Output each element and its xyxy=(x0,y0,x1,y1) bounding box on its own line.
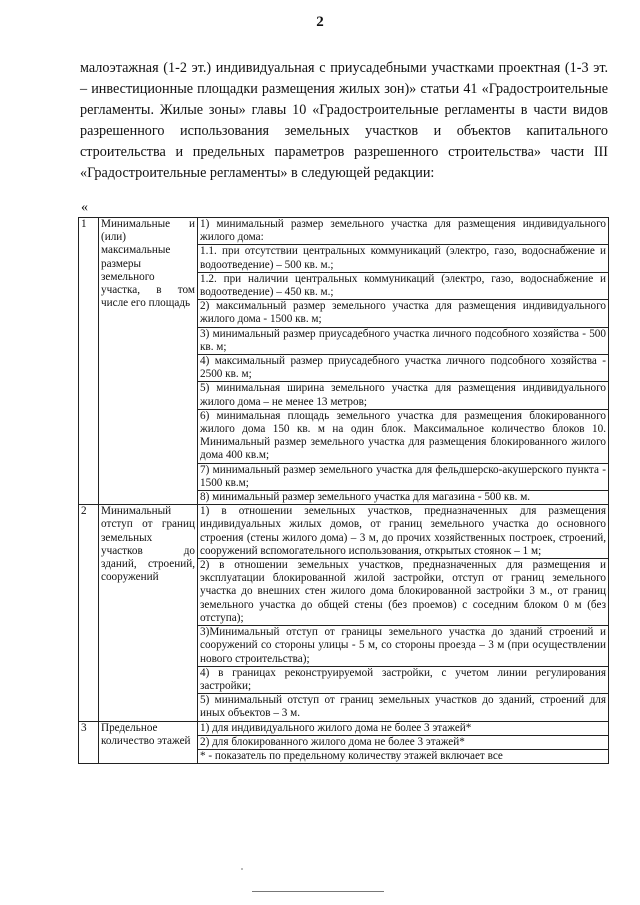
table-row xyxy=(79,721,609,764)
table-row xyxy=(79,505,609,721)
parameter-values xyxy=(198,505,609,721)
value-line: 2) максимальный размер земельного участка для размещения индивидуального жилого дома - 1500 кв. м; xyxy=(200,300,606,326)
table-row xyxy=(79,218,609,505)
parameter-name: Минимальный отступ от границ земельных участков до зданий, строений, сооружений xyxy=(99,505,198,721)
value-line: 8) минимальный размер земельного участка для магазина - 500 кв. м. xyxy=(198,490,608,504)
value-line: 2) в отношении земельных участков, предназначенных для размещения и эксплуатации блокированной жилой застройки, отступ от границ земельного участка до внешних стен жилого дома блокированной застройки 3 м., от границ земельного участка до общей стены (без проемов) с соседним блоком 0 м (без отступа); xyxy=(200,559,606,624)
parameter-name: Минимальные и (или) максимальные размеры земельного участка, в том числе его площадь xyxy=(99,218,198,505)
value-line: 4) в границах реконструируемой застройки, с учетом линии регулирования застройки; xyxy=(200,666,606,692)
row-number: 2 xyxy=(79,505,99,721)
value-line: 3)Минимальный отступ от границы земельного участка до зданий строений и сооружений со стороны улицы - 5 м, со стороны проезда – 3 м (при осуществлении нового строительства); xyxy=(200,626,606,665)
value-line: 1) в отношении земельных участков, предназначенных для размещения индивидуальных жилых домов, от границ земельного участка до основного строения (стены жилого дома) – 3 м, до прочих хозяйственных построек, строений, сооружений вспомогательного использования, открытых стоянок – 1 м; xyxy=(200,505,606,557)
value-line: 1.2. при наличии центральных коммуникаций (электро, газо, водоснабжение и водоотведение) – 450 кв. м.; xyxy=(200,272,606,299)
value-line: 5) минимальный отступ от границ земельных участков до зданий, строений для иных объектов – 3 м. xyxy=(200,694,606,720)
page-number: 2 xyxy=(316,14,324,30)
value-line: * - показатель по предельному количеству этажей включает все xyxy=(198,749,608,763)
parameter-name: Предельное количество этажей xyxy=(99,721,198,764)
value-line: 2) для блокированного жилого дома не более 3 этажей* xyxy=(198,735,608,749)
value-line: 1) для индивидуального жилого дома не более 3 этажей* xyxy=(200,721,472,734)
value-line: 4) максимальный размер приусадебного участка личного подсобного хозяйства - 2500 кв. м; xyxy=(200,355,606,381)
value-line: 5) минимальная ширина земельного участка для размещения индивидуального жилого дома – не менее 13 метров; xyxy=(200,382,606,408)
value-line: 6) минимальная площадь земельного участка для размещения блокированного жилого дома 150 кв. м на один блок. Максимальное количество блоков 10. Минимальный размер земельного участка для размещения блокированного жилого дома 400 кв.м; xyxy=(200,409,606,462)
parameter-values xyxy=(198,721,609,764)
parameter-values xyxy=(198,218,609,505)
value-line: 7) минимальный размер земельного участка для фельдшерско-акушерского пункта - 1500 кв.м; xyxy=(200,463,606,489)
row-number: 3 xyxy=(79,721,99,764)
value-line: 1.1. при отсутствии центральных коммуникаций (электро, газо, водоснабжение и водоотведение) – 500 кв. м.; xyxy=(200,245,606,271)
scan-mark xyxy=(241,868,243,870)
intro-paragraph: малоэтажная (1-2 эт.) индивидуальная с приусадебными участками проектная (1-3 эт. – инвестиционные площадки размещения жилых зон)» статьи 41 «Градостроительные регламенты. Жилые зоны» главы 10 «Градостроительные регламенты в части видов разрешенного использования земельных участков и объектов капитального строительства и предельных параметров разрешенного строительства» части III «Градостроительные регламенты» в следующей редакции: xyxy=(80,60,608,181)
footer-rule xyxy=(252,891,384,892)
value-line: 1) минимальный размер земельного участка для размещения индивидуального жилого дома: xyxy=(200,218,606,244)
regulations-table xyxy=(78,217,609,764)
value-line: 3) минимальный размер приусадебного участка личного подсобного хозяйства - 500 кв. м; xyxy=(200,327,606,353)
opening-quote: « xyxy=(81,200,88,215)
row-number: 1 xyxy=(79,218,99,505)
